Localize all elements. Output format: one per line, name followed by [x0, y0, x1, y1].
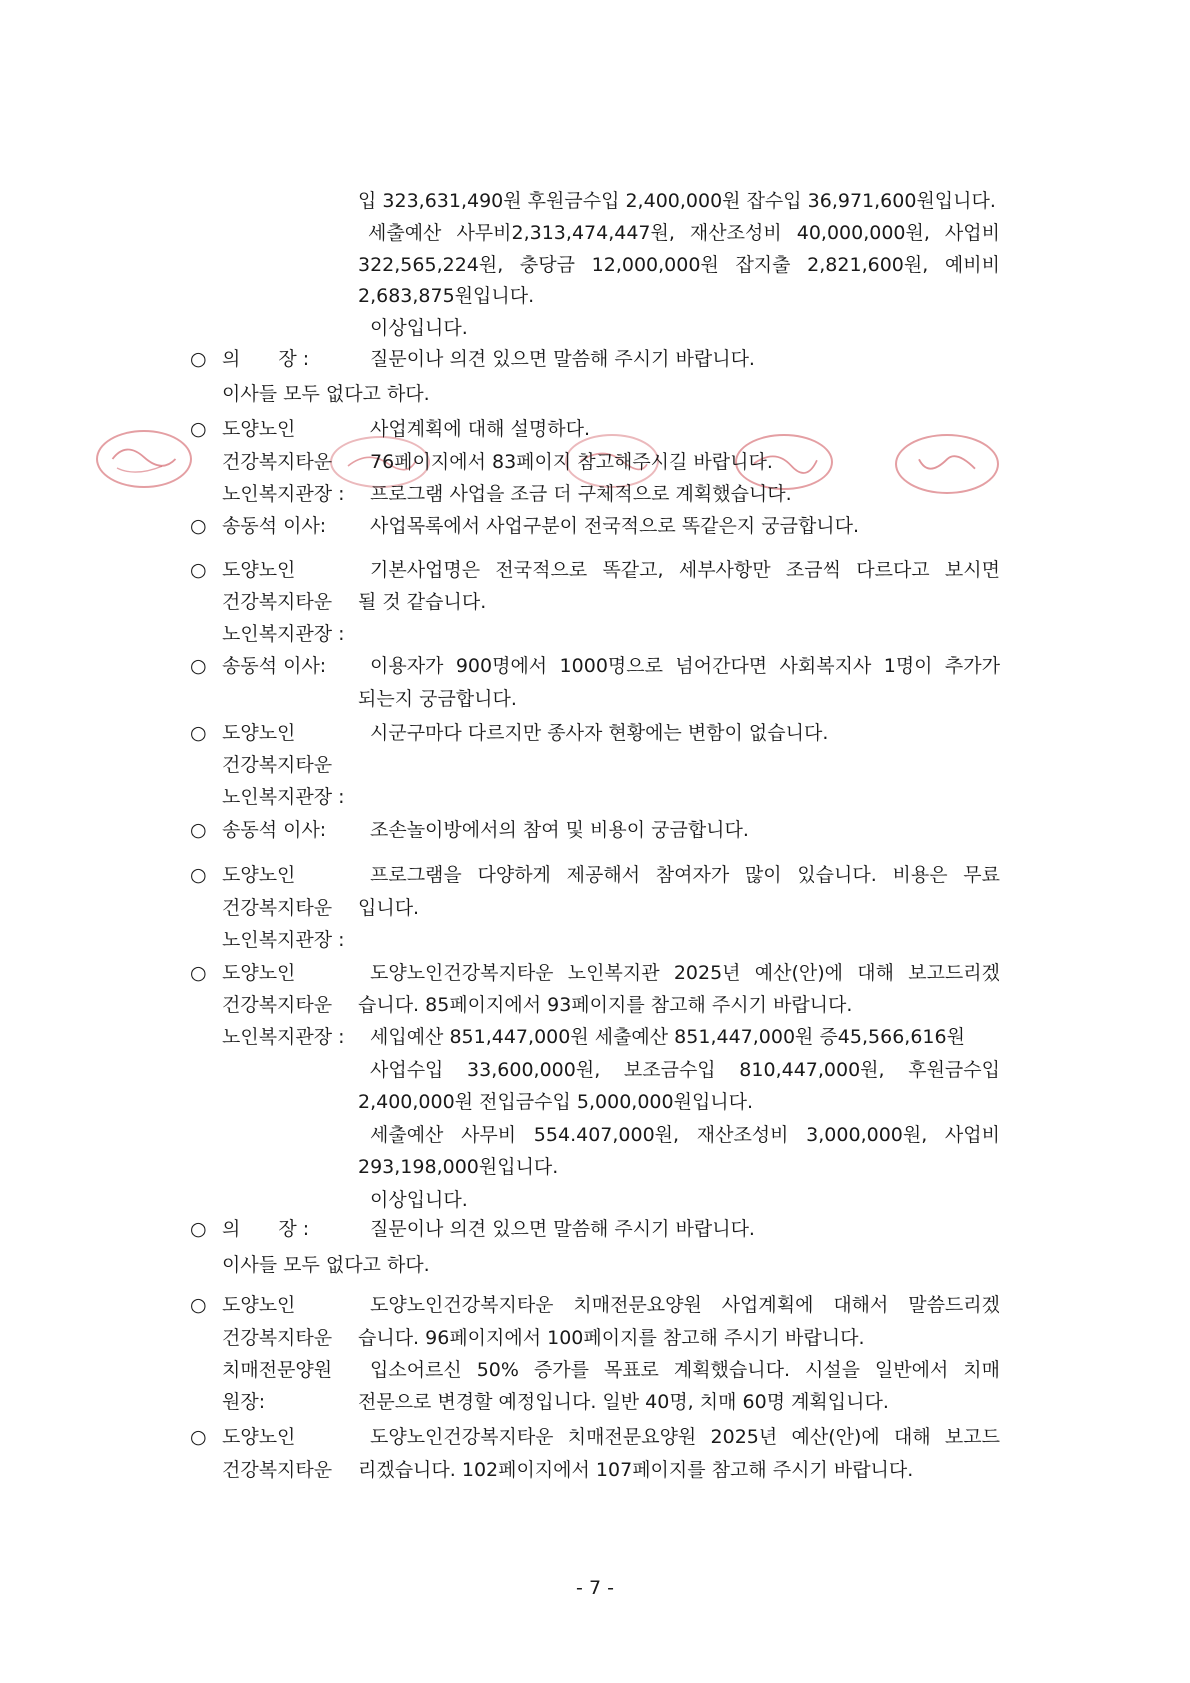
bullet: ○	[190, 655, 207, 677]
speaker-a-line2: 건강복지타운	[222, 754, 333, 776]
song-question-2-text-1: 이용자가 900명에서 1000명으로 넘어간다면 사회복지사 1명이 추가가	[370, 655, 1000, 677]
speaker-a-line1: 도양노인	[222, 864, 296, 886]
speaker-a-line3: 노인복지관장 :	[222, 1026, 345, 1048]
plan-text-2: 76페이지에서 83페이지 참고해주시길 바랍니다.	[370, 451, 773, 473]
speaker-b-line2: 건강복지타운	[222, 1327, 333, 1349]
speaker-a-line2: 건강복지타운	[222, 451, 333, 473]
chair-question-1: 질문이나 의견 있으면 말씀해 주시기 바랍니다.	[370, 348, 755, 370]
bullet: ○	[190, 1218, 207, 1240]
speaker-a-line1: 도양노인	[222, 722, 296, 744]
bullet: ○	[190, 348, 207, 370]
speaker-a-line2: 건강복지타운	[222, 897, 333, 919]
speaker-c-line1: 도양노인	[222, 1426, 296, 1448]
directors-none-2: 이사들 모두 없다고 하다.	[222, 1254, 430, 1276]
budget-2-text-2: 습니다. 85페이지에서 93페이지를 참고해 주시기 바랍니다.	[358, 994, 853, 1016]
budget-line-4: 2,683,875원입니다.	[358, 285, 535, 307]
answer-1-text-1: 기본사업명은 전국적으로 똑같고, 세부사항만 조금씩 다르다고 보시면	[370, 559, 1000, 581]
bullet: ○	[190, 722, 207, 744]
speaker-a-line2: 건강복지타운	[222, 591, 333, 613]
budget-2-text-7: 293,198,000원입니다.	[358, 1156, 559, 1178]
budget-2-text-4: 사업수입 33,600,000원, 보조금수입 810,447,000원, 후원금수입	[370, 1059, 1000, 1081]
speaker-a-line1: 도양노인	[222, 559, 296, 581]
budget-2-text-3: 세입예산 851,447,000원 세출예산 851,447,000원 증45,566,616원	[370, 1026, 965, 1048]
chair-question-2: 질문이나 의견 있으면 말씀해 주시기 바랍니다.	[370, 1218, 755, 1240]
directors-none-1: 이사들 모두 없다고 하다.	[222, 383, 430, 405]
answer-2-text: 시군구마다 다르지만 종사자 현황에는 변함이 없습니다.	[370, 722, 829, 744]
answer-3-text-2: 입니다.	[358, 897, 420, 919]
budget-line-1: 입 323,631,490원 후원금수입 2,400,000원 잡수입 36,971,600원입니다.	[358, 190, 996, 212]
speaker-a-line1: 도양노인	[222, 418, 296, 440]
page-number: - 7 -	[576, 1577, 614, 1599]
song-question-3: 조손놀이방에서의 참여 및 비용이 궁금합니다.	[370, 819, 749, 841]
budget-2-text-1: 도양노인건강복지타운 노인복지관 2025년 예산(안)에 대해 보고드리겠	[370, 962, 1000, 984]
dementia-budget-text-1: 도양노인건강복지타운 치매전문요양원 2025년 예산(안)에 대해 보고드	[370, 1426, 1000, 1448]
chair-label: 의 장 :	[222, 348, 310, 370]
answer-1-text-2: 될 것 같습니다.	[358, 591, 487, 613]
speaker-a-line1: 도양노인	[222, 962, 296, 984]
plan-text-1: 사업계획에 대해 설명하다.	[370, 418, 591, 440]
seal-stamp	[96, 430, 192, 488]
budget-line-3: 322,565,224원, 충당금 12,000,000원 잡지출 2,821,600원, 예비비	[358, 254, 1000, 276]
bullet: ○	[190, 864, 207, 886]
speaker-a-line2: 건강복지타운	[222, 994, 333, 1016]
song-label: 송동석 이사:	[222, 655, 327, 677]
bullet: ○	[190, 1294, 207, 1316]
speaker-b-line1: 도양노인	[222, 1294, 296, 1316]
budget-line-5: 이상입니다.	[370, 317, 468, 339]
bullet: ○	[190, 559, 207, 581]
speaker-c-line2: 건강복지타운	[222, 1459, 333, 1481]
bullet: ○	[190, 515, 207, 537]
bullet: ○	[190, 418, 207, 440]
song-question-2-text-2: 되는지 궁금합니다.	[358, 688, 517, 710]
budget-2-text-6: 세출예산 사무비 554.407,000원, 재산조성비 3,000,000원, 사업비	[370, 1124, 1000, 1146]
dementia-plan-text-1: 도양노인건강복지타운 치매전문요양원 사업계획에 대해서 말씀드리겠	[370, 1294, 1000, 1316]
song-question-1: 사업목록에서 사업구분이 전국적으로 똑같은지 궁금합니다.	[370, 515, 860, 537]
speaker-a-line3: 노인복지관장 :	[222, 623, 345, 645]
dementia-plan-text-2: 습니다. 96페이지에서 100페이지를 참고해 주시기 바랍니다.	[358, 1327, 865, 1349]
song-label: 송동석 이사:	[222, 819, 327, 841]
budget-line-2: 세출예산 사무비2,313,474,447원, 재산조성비 40,000,000원, 사업비	[368, 222, 1000, 244]
chair-label: 의 장 :	[222, 1218, 310, 1240]
dementia-budget-text-2: 리겠습니다. 102페이지에서 107페이지를 참고해 주시기 바랍니다.	[358, 1459, 914, 1481]
plan-text-3: 프로그램 사업을 조금 더 구체적으로 계획했습니다.	[370, 483, 792, 505]
budget-2-text-8: 이상입니다.	[370, 1189, 468, 1211]
speaker-a-line3: 노인복지관장 :	[222, 929, 345, 951]
song-label: 송동석 이사:	[222, 515, 327, 537]
speaker-b-line3: 치매전문양원	[222, 1359, 333, 1381]
answer-3-text-1: 프로그램을 다양하게 제공해서 참여자가 많이 있습니다. 비용은 무료	[370, 864, 1000, 886]
dementia-plan-text-3: 입소어르신 50% 증가를 목표로 계획했습니다. 시설을 일반에서 치매	[370, 1359, 1000, 1381]
bullet: ○	[190, 1426, 207, 1448]
speaker-a-line3: 노인복지관장 :	[222, 786, 345, 808]
bullet: ○	[190, 962, 207, 984]
bullet: ○	[190, 819, 207, 841]
budget-2-text-5: 2,400,000원 전입금수입 5,000,000원입니다.	[358, 1091, 754, 1113]
speaker-a-line3: 노인복지관장 :	[222, 483, 345, 505]
speaker-b-line4: 원장:	[222, 1391, 266, 1413]
seal-stamp	[895, 434, 999, 494]
dementia-plan-text-4: 전문으로 변경할 예정입니다. 일반 40명, 치매 60명 계획입니다.	[358, 1391, 889, 1413]
